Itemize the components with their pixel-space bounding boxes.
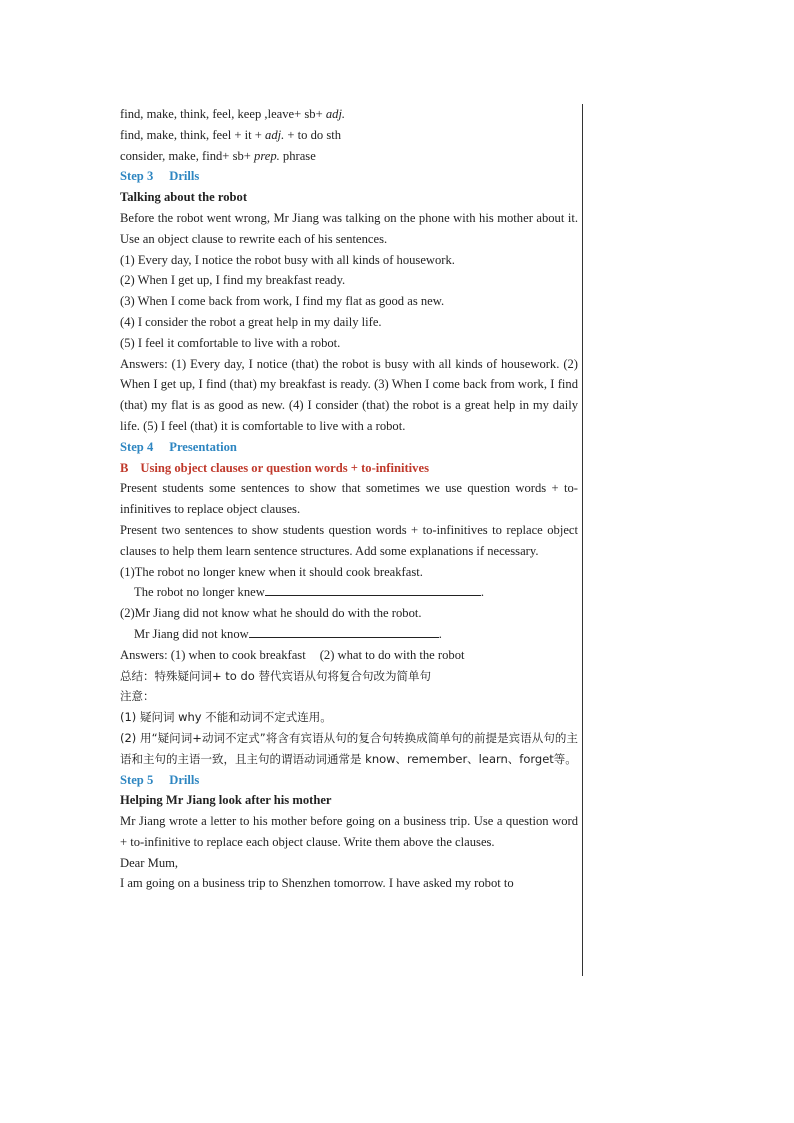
- step3-subtitle: Talking about the robot: [120, 190, 248, 205]
- example-1: (1)The robot no longer knew when it should cook breakfast.: [120, 564, 423, 579]
- example-2-fill: [120, 624, 578, 645]
- step3-answers: Answers: (1) Every day, I notice (that) the robot is busy with all kinds of housework. (2) When I get up, I find (that) my breakfast is ready. (3) When I come back from work, I find (that) my flat is as good as new. (4) I consider (that) the robot is a great help in my daily life. (5) I feel (that) it is comfortable to live with a robot.: [120, 356, 578, 433]
- pattern-text: find, make, think, feel, keep ,leave+ sb+: [120, 107, 326, 121]
- step4-answers: [120, 645, 578, 666]
- step3-item: (2) When I get up, I find my breakfast ready.: [120, 273, 346, 288]
- letter-line: I am going on a business trip to Shenzhen tomorrow. I have asked my robot to: [120, 876, 514, 891]
- pattern-text: find, make, think, feel + it +: [120, 127, 266, 142]
- pattern-italic: prep.: [254, 148, 280, 163]
- step3-item: (1) Every day, I notice the robot busy with all kinds of housework.: [120, 252, 455, 267]
- period: .: [438, 626, 442, 641]
- pattern-line-2: [120, 125, 578, 146]
- step3-item: (4) I consider the robot a great help in my daily life.: [120, 314, 382, 329]
- step5-intro: Mr Jiang wrote a letter to his mother before going on a business trip. Use a question word + to-infinitive to replace each object clause. Write them above the clauses.: [120, 814, 578, 849]
- pattern-line-3: [120, 146, 578, 167]
- pattern-text: + to do sth: [284, 127, 342, 142]
- fill-prompt: The robot no longer knew: [134, 585, 265, 600]
- pattern-text: consider, make, find+ sb+: [120, 148, 255, 163]
- pattern-italic: adj.: [325, 107, 346, 121]
- letter-greeting: Dear Mum,: [120, 855, 179, 870]
- step4-para2: Present two sentences to show students question words + to-infinitives to replace object clauses to help them learn sentence structures. Add some explanations if necessary.: [120, 522, 578, 558]
- step-label: Step 5: [120, 772, 154, 787]
- section-letter: B: [120, 460, 129, 475]
- example-2: (2)Mr Jiang did not know what he should do with the robot.: [120, 606, 422, 621]
- fill-prompt: Mr Jiang did not know: [134, 626, 249, 641]
- answer-text: Answers: (1) when to cook breakfast: [120, 647, 306, 662]
- document-body: [120, 104, 578, 894]
- step5-heading: [120, 770, 578, 791]
- step3-heading: [120, 166, 578, 187]
- section-b-heading: [120, 458, 578, 479]
- step-label: Step 3: [120, 169, 154, 184]
- period: .: [480, 585, 484, 600]
- step3-item: (5) I feel it comfortable to live with a robot.: [120, 335, 341, 350]
- note-2: (2) 用“疑问词+动词不定式”将含有宾语从句的复合句转换成简单句的前提是宾语从句的主语和主句的主语一致，且主句的谓语动词通常是 know、remember、learn、forget等。: [120, 730, 578, 766]
- step3-intro: Before the robot went wrong, Mr Jiang was talking on the phone with his mother about it. Use an object clause to rewrite each of his sentences.: [120, 210, 578, 246]
- pattern-line-1: [120, 104, 578, 125]
- summary-note: 总结：特殊疑问词+ to do 替代宾语从句将复合句改为简单句: [120, 668, 431, 683]
- section-title: Using object clauses or question words + to-infinitives: [140, 460, 429, 475]
- answer-text: (2) what to do with the robot: [319, 647, 465, 662]
- step3-item: (3) When I come back from work, I find my flat as good as new.: [120, 294, 445, 309]
- example-1-fill: [120, 582, 578, 603]
- step-title: Presentation: [169, 439, 237, 454]
- step4-para1: Present students some sentences to show that sometimes we use question words + to-infinitives to replace object clauses.: [120, 481, 578, 517]
- step4-heading: [120, 437, 578, 458]
- pattern-text: phrase: [279, 148, 316, 163]
- answer-blank: [249, 624, 439, 638]
- step-title: Drills: [169, 169, 200, 184]
- step-title: Drills: [169, 772, 200, 787]
- pattern-italic: adj.: [265, 127, 285, 142]
- note-title: 注意：: [120, 689, 155, 704]
- step-label: Step 4: [120, 439, 154, 454]
- table-border-line: [582, 104, 583, 976]
- answer-blank: [265, 582, 481, 596]
- note-1: (1) 疑问词 why 不能和动词不定式连用。: [120, 710, 332, 725]
- step5-subtitle: Helping Mr Jiang look after his mother: [120, 793, 332, 808]
